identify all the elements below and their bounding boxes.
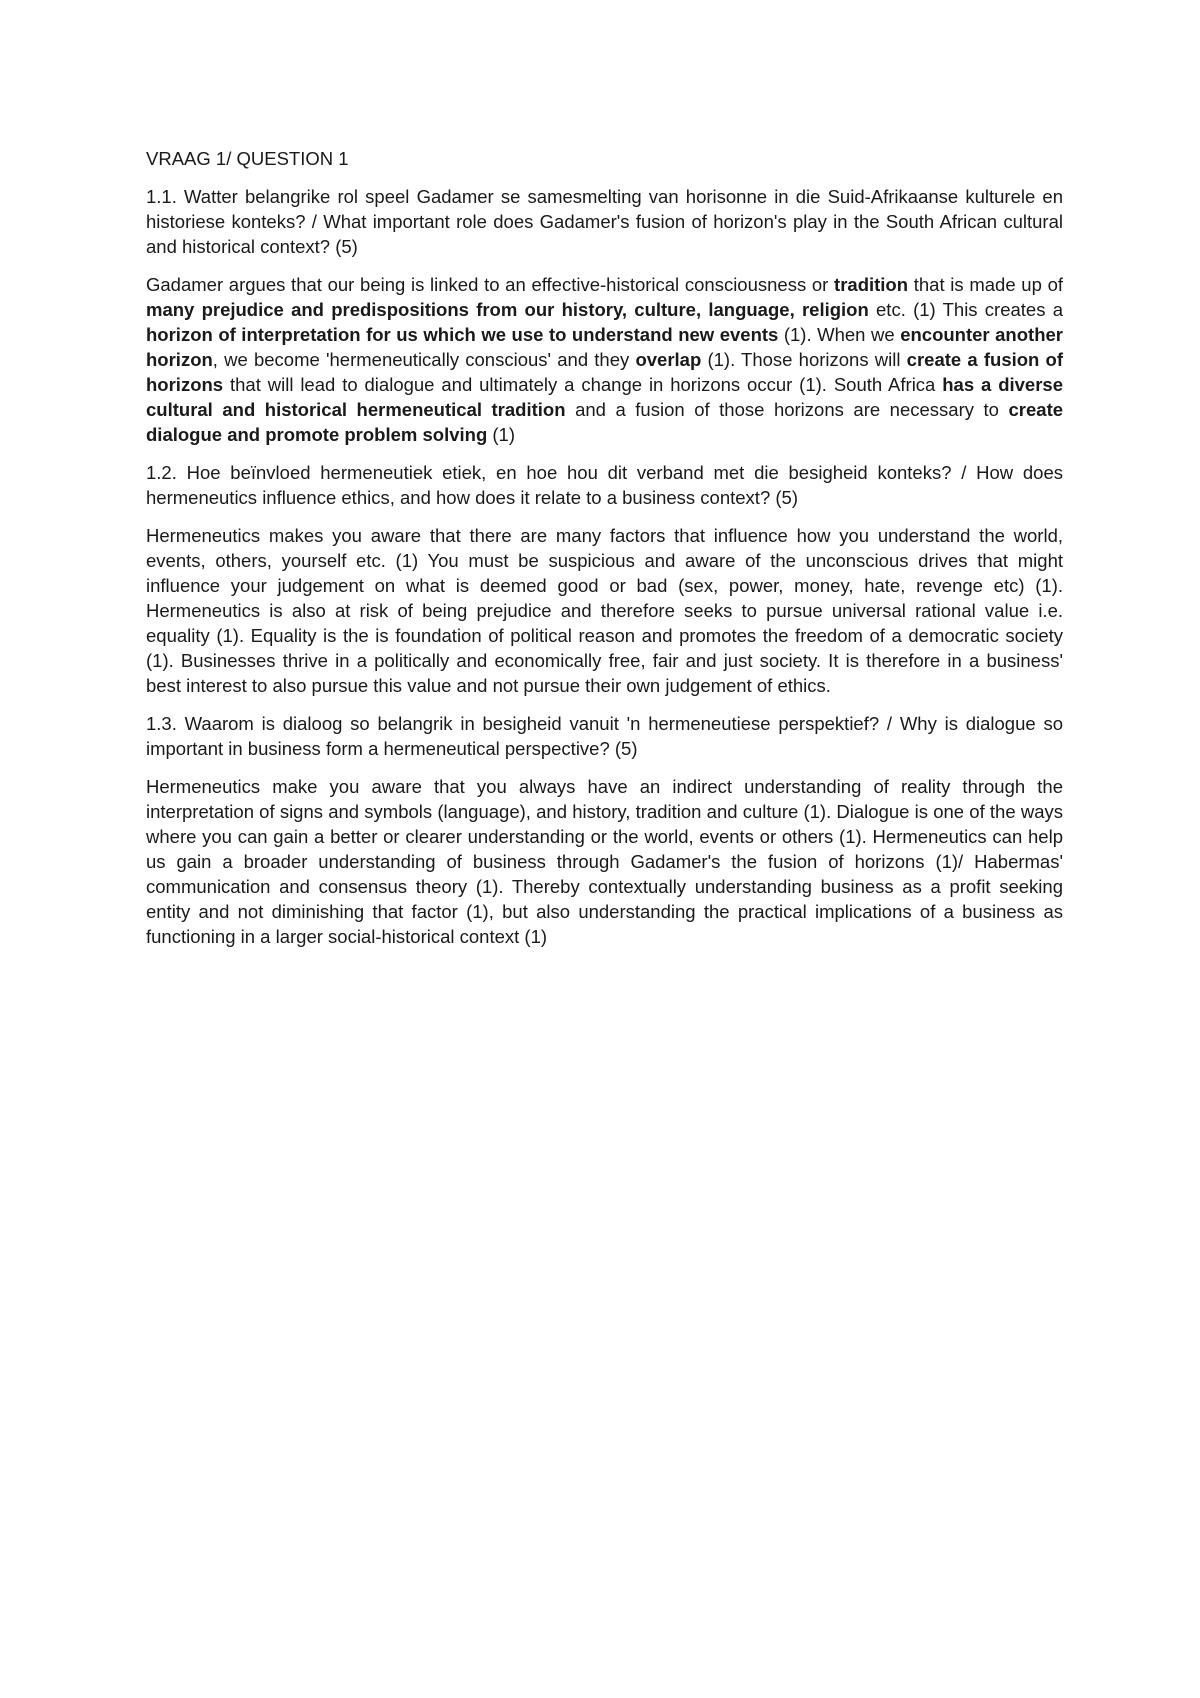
question-1-3: 1.3. Waarom is dialoog so belangrik in besigheid vanuit 'n hermeneutiese perspektief? / Why is dialogue so important in business form a hermeneutical perspective? (5) [146,713,1063,759]
answer-bold: create dialogue and promote problem solving [146,399,1064,445]
answer-bold: overlap [635,349,702,370]
answer-text: (1). Those horizons will [701,349,907,370]
answer-text: that is made up of [908,274,1063,295]
answer-text: etc. (1) This creates a [868,299,1064,320]
answer-text: , we become 'hermeneutically conscious' and they [212,349,636,370]
answer-bold: has a diverse cultural and historical hermeneutical tradition [146,374,1064,420]
answer-bold: create a fusion of horizons [146,349,1063,395]
answer-text: and a fusion of those horizons are necessary to [565,399,1009,420]
answer-1-1 [146,272,1063,447]
question-1-1: 1.1. Watter belangrike rol speel Gadamer se samesmelting van horisonne in die Suid-Afrikaanse kulturele en historiese konteks? / What important role does Gadamer's fusion of horizon's play in the South African cultural and historical context? (5) [146,186,1063,257]
document-page [146,146,1063,962]
page-heading: VRAAG 1/ QUESTION 1 [146,148,349,169]
answer-bold: tradition [834,274,909,295]
question-1-2: 1.2. Hoe beïnvloed hermeneutiek etiek, en hoe hou dit verband met die besigheid konteks? / How does hermeneutics influence ethics, and how does it relate to a business context? (5) [146,462,1063,508]
answer-text: Gadamer argues that our being is linked to an effective-historical consciousness or [146,274,835,295]
answer-bold: horizon of interpretation for us which we use to understand new events [146,324,779,345]
answer-text: (1) [487,424,515,445]
answer-bold: encounter another horizon [146,324,1063,370]
answer-bold: many prejudice and predispositions from our history, culture, language, religion [146,299,869,320]
answer-text: that will lead to dialogue and ultimately a change in horizons occur (1). South Africa [223,374,943,395]
answer-1-2: Hermeneutics makes you aware that there are many factors that influence how you understand the world, events, others, yourself etc. (1) You must be suspicious and aware of the unconscious drives that might influence your judgement on what is deemed good or bad (sex, power, money, hate, revenge etc) (1). Hermeneutics is also at risk of being prejudice and therefore seeks to pursue universal rational value i.e. equality (1). Equality is the is foundation of political reason and promotes the freedom of a democratic society (1). Businesses thrive in a politically and economically free, fair and just society. It is therefore in a business' best interest to also pursue this value and not pursue their own judgement of ethics. [146,525,1063,696]
answer-text: (1). When we [778,324,901,345]
answer-1-3: Hermeneutics make you aware that you always have an indirect understanding of reality through the interpretation of signs and symbols (language), and history, tradition and culture (1). Dialogue is one of the ways where you can gain a better or clearer understanding or the world, events or others (1). Hermeneutics can help us gain a broader understanding of business through Gadamer's the fusion of horizons (1)/ Habermas' communication and consensus theory (1). Thereby contextually understanding business as a profit seeking entity and not diminishing that factor (1), but also understanding the practical implications of a business as functioning in a larger social-historical context (1) [146,776,1063,947]
